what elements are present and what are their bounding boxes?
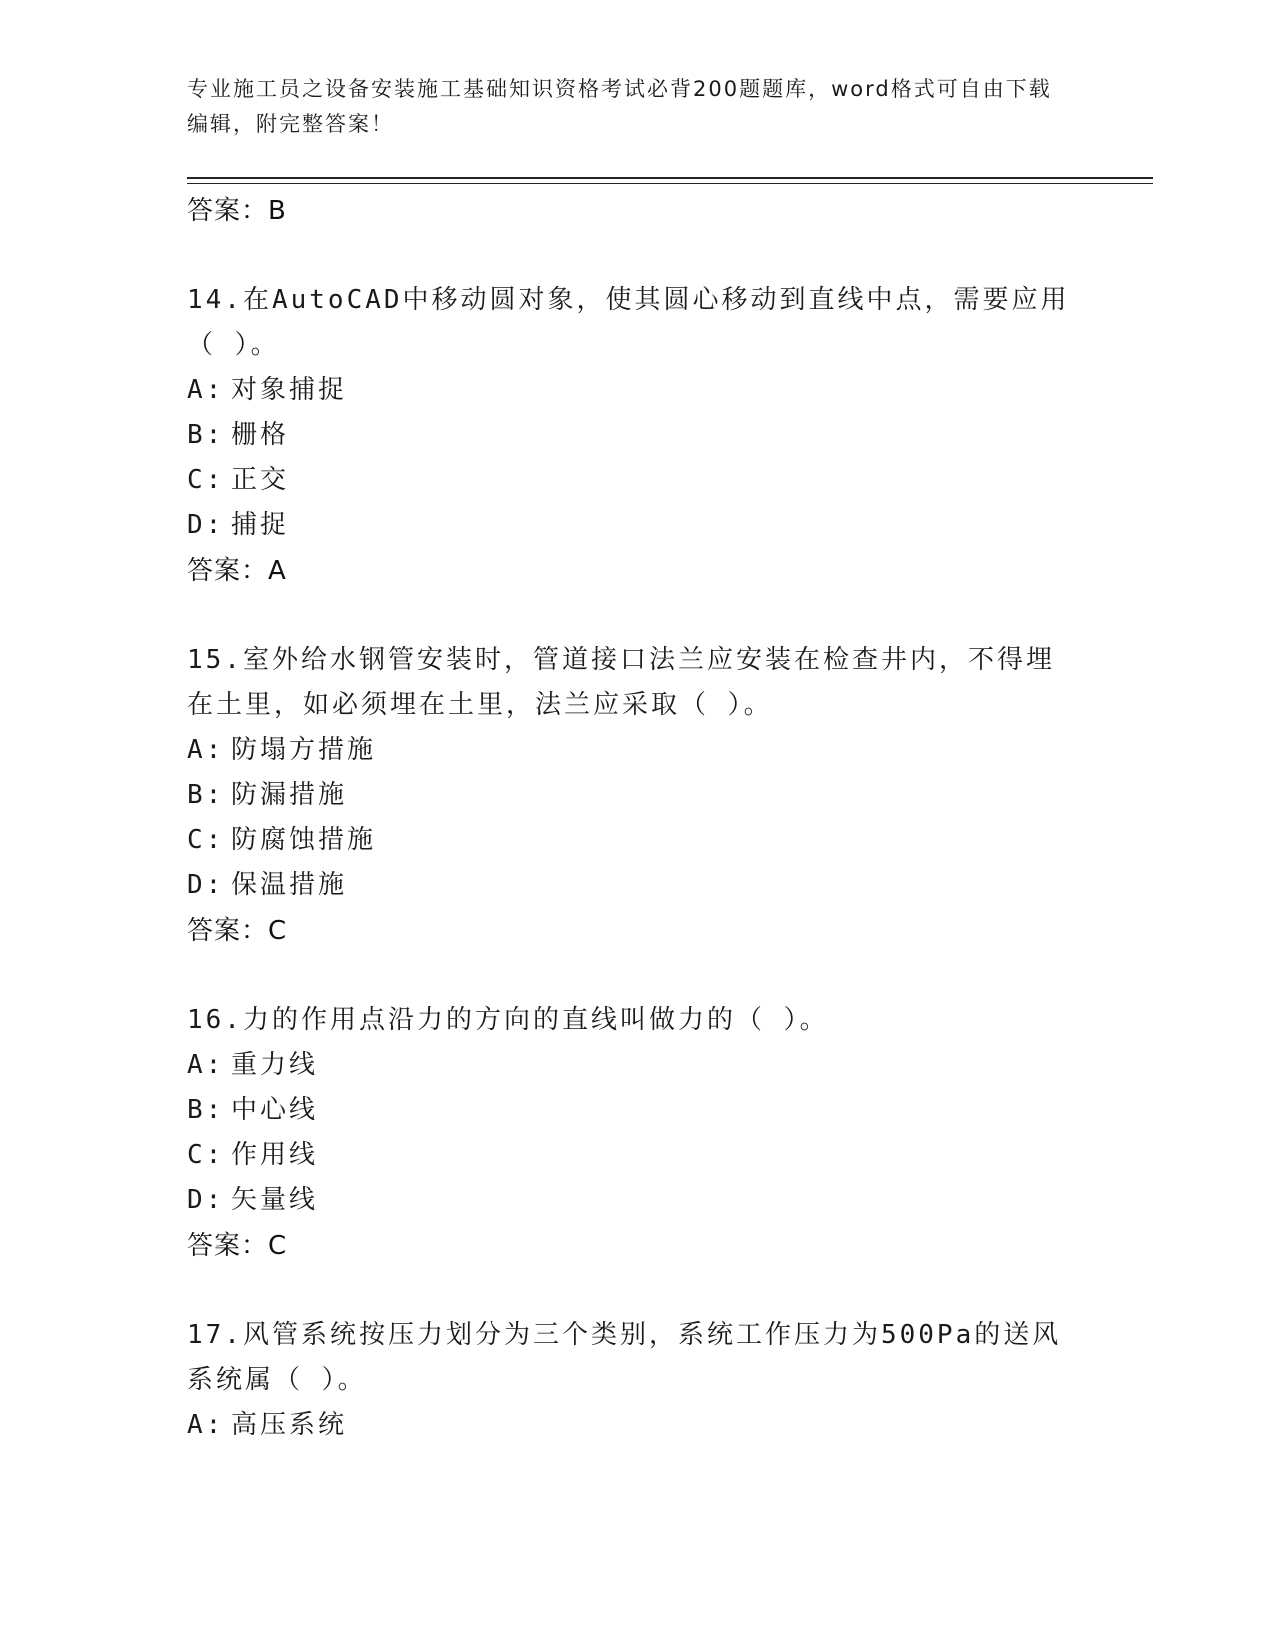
option-d — [187, 863, 1087, 908]
option-key: C: — [187, 465, 225, 495]
question-list — [187, 188, 1087, 1448]
option-key: C: — [187, 1140, 225, 1170]
header-rule — [187, 177, 1153, 179]
answer-line: 答案：B — [187, 196, 287, 226]
option-a — [187, 1403, 1087, 1448]
question-14 — [187, 278, 1087, 594]
option-text: 防腐蚀措施 — [231, 825, 377, 855]
option-b — [187, 773, 1087, 818]
answer-line: 答案：C — [187, 916, 288, 946]
option-key: A: — [187, 1050, 225, 1080]
option-text: 矢量线 — [231, 1185, 319, 1215]
question-15 — [187, 638, 1087, 954]
option-key: C: — [187, 825, 225, 855]
option-c — [187, 458, 1087, 503]
option-key: D: — [187, 1185, 225, 1215]
option-text: 中心线 — [231, 1095, 319, 1125]
question-text: 14.在AutoCAD中移动圆对象，使其圆心移动到直线中点，需要应用（ ）。 — [187, 285, 1070, 360]
option-a — [187, 1043, 1087, 1088]
option-a — [187, 728, 1087, 773]
answer-line: 答案：C — [187, 1231, 288, 1261]
option-text: 正交 — [231, 465, 290, 495]
option-text: 防塌方措施 — [231, 735, 377, 765]
question-17 — [187, 1313, 1087, 1448]
option-c — [187, 818, 1087, 863]
option-text: 对象捕捉 — [231, 375, 348, 405]
option-key: A: — [187, 1410, 225, 1440]
option-text: 防漏措施 — [231, 780, 348, 810]
document-header: 专业施工员之设备安装施工基础知识资格考试必背200题题库，word格式可自由下载编辑，附完整答案！ — [187, 77, 1052, 136]
option-a — [187, 368, 1087, 413]
option-text: 重力线 — [231, 1050, 319, 1080]
question-text: 15.室外给水钢管安装时，管道接口法兰应安装在检查井内，不得埋在土里，如必须埋在土里，法兰应采取（ ）。 — [187, 645, 1055, 720]
option-text: 作用线 — [231, 1140, 319, 1170]
option-key: D: — [187, 870, 225, 900]
option-d — [187, 503, 1087, 548]
option-text: 栅格 — [231, 420, 290, 450]
option-c — [187, 1133, 1087, 1178]
option-key: A: — [187, 735, 225, 765]
option-key: B: — [187, 420, 225, 450]
option-key: A: — [187, 375, 225, 405]
question-16 — [187, 998, 1087, 1269]
option-text: 高压系统 — [231, 1410, 348, 1440]
question-text: 17.风管系统按压力划分为三个类别，系统工作压力为500Pa的送风系统属（ ）。 — [187, 1320, 1062, 1395]
option-text: 保温措施 — [231, 870, 348, 900]
option-text: 捕捉 — [231, 510, 290, 540]
option-b — [187, 1088, 1087, 1133]
question-text: 16.力的作用点沿力的方向的直线叫做力的（ ）。 — [187, 1005, 829, 1035]
option-key: B: — [187, 1095, 225, 1125]
answer-line: 答案：A — [187, 556, 287, 586]
option-d — [187, 1178, 1087, 1223]
option-b — [187, 413, 1087, 458]
option-key: B: — [187, 780, 225, 810]
header-rule-thin — [187, 183, 1153, 184]
option-key: D: — [187, 510, 225, 540]
